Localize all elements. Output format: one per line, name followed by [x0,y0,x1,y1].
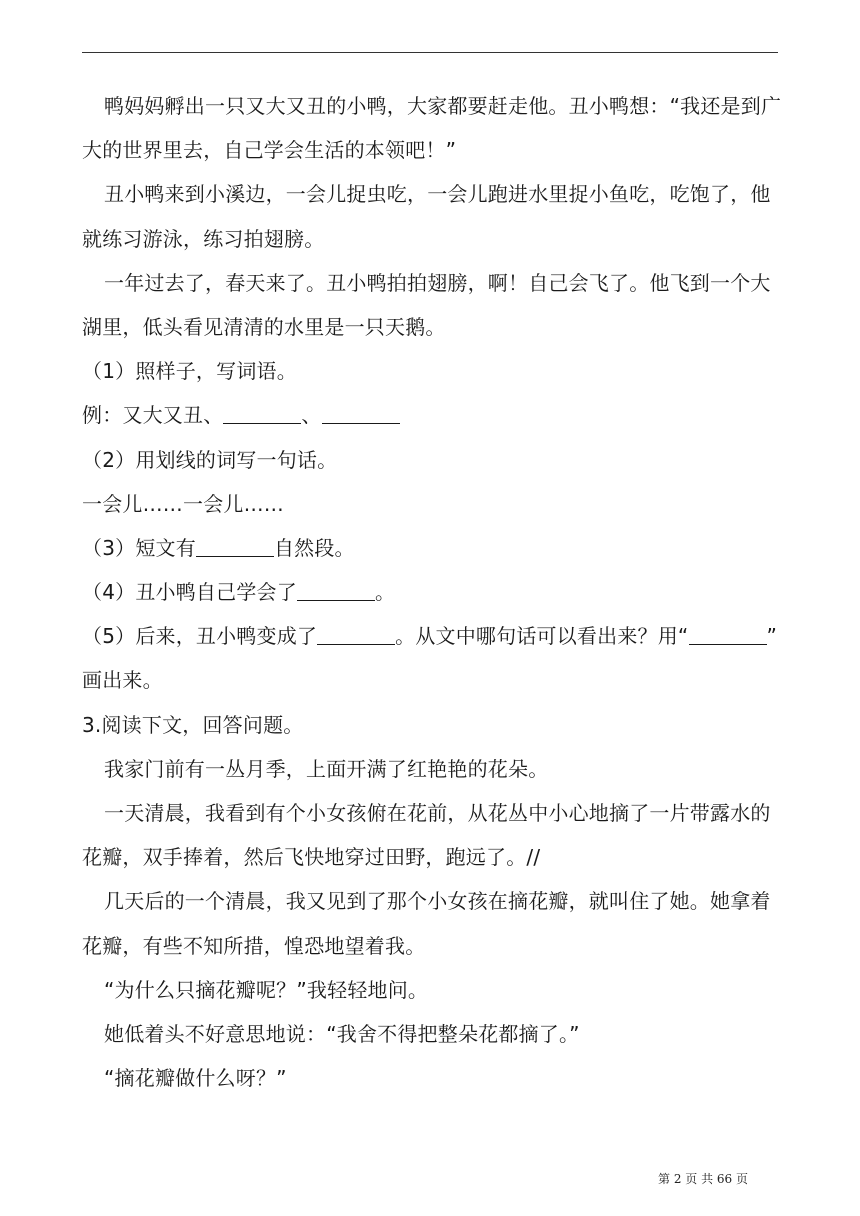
question-5-quote: ” [766,624,778,649]
page-number: 第 2 页 共 66 页 [658,1172,748,1186]
section-3-heading: 3.阅读下文，回答问题。 [82,712,304,737]
question-2-phrase: 一会儿……一会儿…… [82,491,284,516]
question-1-example [82,393,778,437]
passage-line: 就练习游泳，练习拍翅膀。 [82,226,325,251]
passage-line: 大的世界里去，自己学会生活的本领吧！” [82,138,457,163]
question-5-middle: 。从文中哪句话可以看出来？用“ [395,624,689,649]
question-4 [82,570,778,614]
passage-line: 一年过去了，春天来了。丑小鸭拍拍翅膀，啊！自己会飞了。他飞到一个大 [104,270,771,295]
question-2: （2）用划线的词写一句话。 [82,447,338,472]
question-5-continued: 画出来。 [82,668,163,693]
question-4-suffix: 。 [374,580,396,605]
passage-line: 湖里，低头看见清清的水里是一只天鹅。 [82,314,446,339]
question-5-text: （5）后来，丑小鸭变成了 [82,624,318,649]
question-5 [82,614,778,658]
answer-blank[interactable] [322,403,400,424]
passage-line: 几天后的一个清晨，我又见到了那个小女孩在摘花瓣，就叫住了她。她拿着 [104,889,771,914]
question-3-text: （3）短文有 [82,535,196,560]
answer-blank[interactable] [689,624,767,645]
question-4-text: （4）丑小鸭自己学会了 [82,580,297,605]
passage-line: 一天清晨，我看到有个小女孩俯在花前，从花丛中小心地摘了一片带露水的 [104,801,771,825]
question-3-suffix: 自然段。 [273,535,355,560]
example-text: 例：又大又丑、 [82,403,224,428]
question-1: （1）照样子，写词语。 [82,359,297,384]
document-body [82,84,782,1100]
header-rule [82,52,778,53]
separator-text: 、 [301,403,322,428]
answer-blank[interactable] [317,624,395,645]
question-3 [82,526,778,570]
answer-blank[interactable] [196,536,274,557]
passage-line: 花瓣，双手捧着，然后飞快地穿过田野，跑远了。// [82,845,541,870]
passage-line: 花瓣，有些不知所措，惶恐地望着我。 [82,933,426,958]
passage-line: 鸭妈妈孵出一只又大又丑的小鸭，大家都要赶走他。丑小鸭想：“我还是到广 [104,94,782,118]
passage-line: 她低着头不好意思地说：“我舍不得把整朵花都摘了。” [104,1021,580,1046]
answer-blank[interactable] [223,403,301,424]
passage-line: “为什么只摘花瓣呢？”我轻轻地问。 [104,977,429,1002]
passage-line: “摘花瓣做什么呀？” [104,1066,287,1091]
passage-line: 我家门前有一丛月季，上面开满了红艳艳的花朵。 [104,756,549,781]
passage-line: 丑小鸭来到小溪边，一会儿捉虫吃，一会儿跑进水里捉小鱼吃，吃饱了，他 [104,182,771,207]
answer-blank[interactable] [297,580,375,601]
